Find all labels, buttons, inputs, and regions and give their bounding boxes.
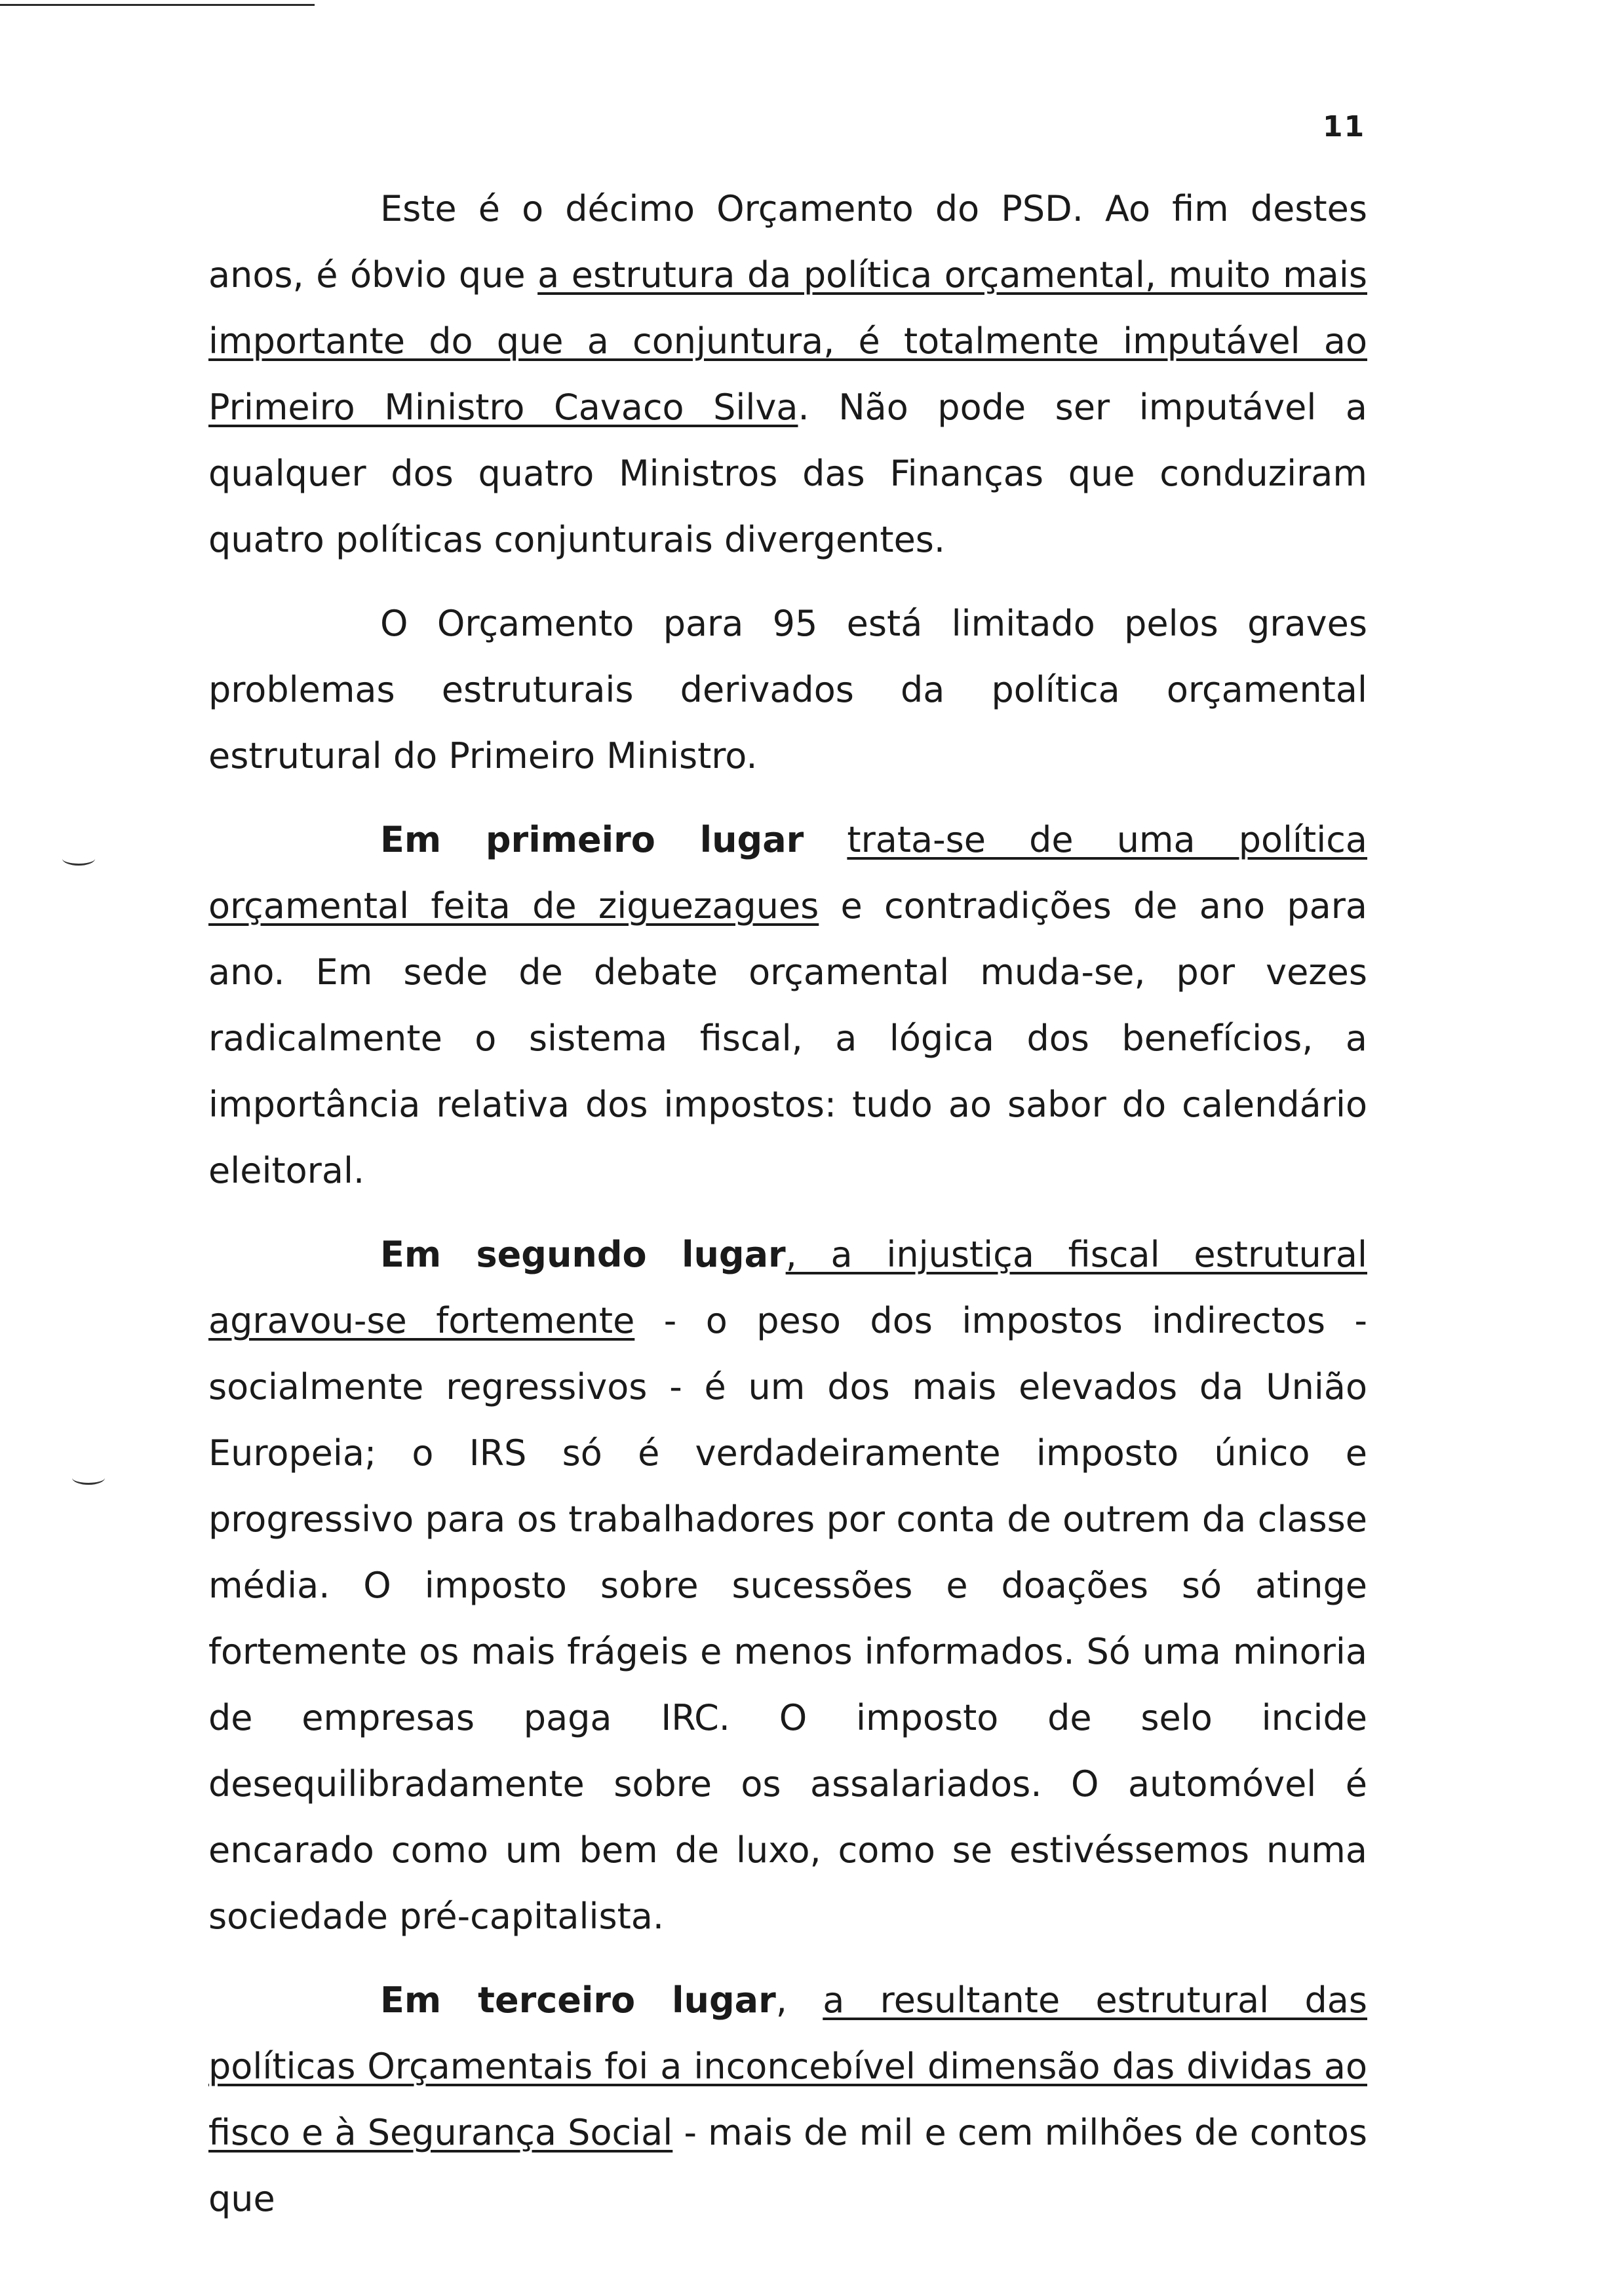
- underlined-text: a resultante estrutural das políticas Orçamentais foi a inconcebível dimensão das dividas ao fisco e à Segurança Social: [208, 1980, 1367, 2153]
- paragraph-text: [804, 819, 847, 860]
- paragraph-text: Este é o décimo Orçamento do PSD. Ao fim destes anos, é óbvio que: [208, 188, 1367, 296]
- paragraph-text: . Não pode ser imputável a qualquer dos quatro Ministros das Finanças que conduziram quatro políticas conjunturais divergentes.: [208, 387, 1368, 560]
- scan-edge-line: [0, 4, 315, 6]
- body-text: [208, 176, 1367, 2232]
- paragraph-3: [208, 807, 1367, 1204]
- paragraph-5: [208, 1967, 1367, 2232]
- paragraph-4: [208, 1221, 1367, 1949]
- margin-mark: [72, 1471, 105, 1485]
- page-number: 11: [1323, 110, 1366, 144]
- paragraph-text: e contradições de ano para ano. Em sede de debate orçamental muda-se, por vezes radicalmente o sistema fiscal, a lógica dos benefícios, a importância relativa dos impostos: tudo ao sabor do calendário eleitoral.: [208, 885, 1368, 1191]
- paragraph-2: [208, 590, 1367, 789]
- underlined-text: a estrutura da política orçamental, muito mais importante do que a conjuntura, é totalmente imputável ao Primeiro Ministro Cavaco Silva: [208, 254, 1367, 428]
- paragraph-text: - o peso dos impostos indirectos - socialmente regressivos - é um dos mais elevados da União Europeia; o IRS só é verdadeiramente imposto único e progressivo para os trabalhadores por conta de outrem da classe média. O imposto sobre sucessões e doações só atinge fortemente os mais frágeis e menos informados. Só uma minoria de empresas paga IRC. O imposto de selo incide desequilibradamente sobre os assalariados. O automóvel é encarado como um bem de luxo, como se estivéssemos numa sociedade pré-capitalista.: [208, 1300, 1367, 1937]
- underlined-text: trata-se de uma política orçamental feita de ziguezagues: [208, 819, 1368, 927]
- margin-mark: [62, 852, 95, 866]
- paragraph-lead: Em terceiro lugar: [380, 1980, 776, 2021]
- paragraph-text: O Orçamento para 95 está limitado pelos graves problemas estruturais derivados da política orçamental estrutural do Primeiro Ministro.: [208, 603, 1367, 776]
- underlined-text: , a injustiça fiscal estrutural agravou-se fortemente: [208, 1234, 1367, 1341]
- paragraph-lead: Em segundo lugar: [380, 1234, 786, 1275]
- paragraph-1: [208, 176, 1367, 573]
- paragraph-text: ,: [775, 1980, 823, 2021]
- paragraph-lead: Em primeiro lugar: [380, 819, 804, 860]
- paragraph-text: - mais de mil e cem milhões de contos que: [208, 2112, 1368, 2219]
